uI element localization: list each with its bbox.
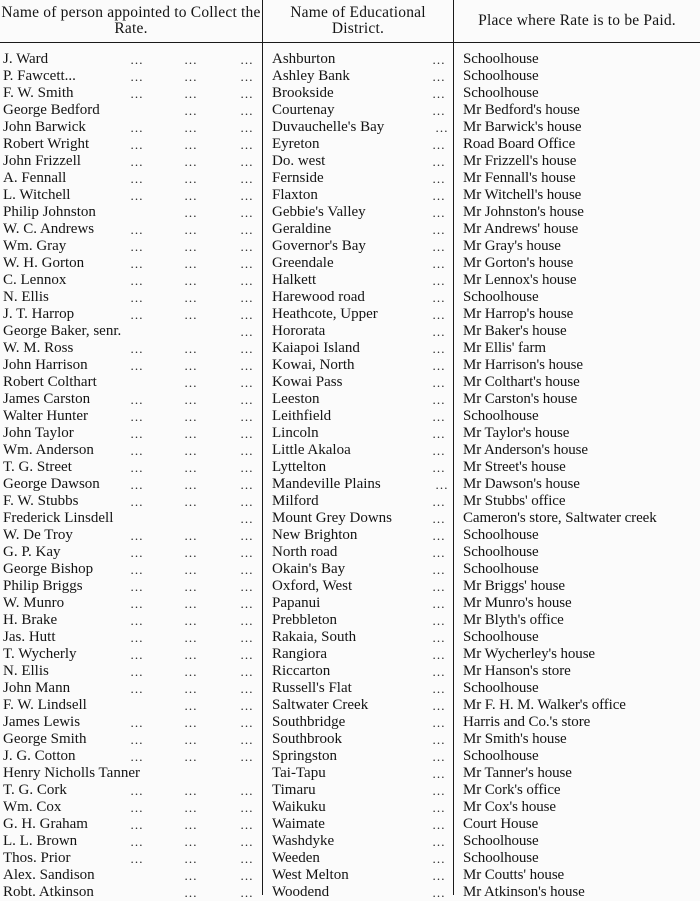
header-rule: [0, 42, 700, 43]
table-row: Alex. Sandison … … West Melton … Mr Coutts' house: [0, 867, 700, 884]
leader-dots: …: [432, 290, 446, 305]
leader-dots: …: [432, 562, 446, 577]
leader-dots: …: [432, 426, 446, 441]
leader-dots: …: [432, 324, 446, 339]
district-name: Eyreton: [272, 136, 320, 152]
district-name: Milford: [272, 493, 319, 509]
payment-place: Mr Ellis' farm: [463, 340, 546, 356]
district-name: Little Akaloa: [272, 442, 351, 458]
district-name: Brookside: [272, 85, 334, 101]
payment-place: Mr Hanson's store: [463, 663, 571, 679]
leader-dots: …: [432, 358, 446, 373]
payment-place: Mr Briggs' house: [463, 578, 565, 594]
district-name: Washdyke: [272, 833, 335, 849]
table-row: John Frizzell … … … Do. west … Mr Frizzell's house: [0, 153, 700, 170]
payment-place: Mr Cox's house: [463, 799, 556, 815]
collector-name: Robert Wright: [3, 136, 90, 152]
table-row: F. W. Lindsell … … Saltwater Creek … Mr F. H. M. Walker's office: [0, 697, 700, 714]
district-name: Courtenay: [272, 102, 335, 118]
collector-name: John Frizzell: [3, 153, 81, 169]
collector-name: George Bedford: [3, 102, 100, 118]
header-place: Place where Rate is to be Paid.: [478, 12, 676, 29]
payment-place: Mr Dawson's house: [463, 476, 580, 492]
table-row: George Dawson … … … Mandeville Plains … Mr Dawson's house: [0, 476, 700, 493]
table-row: G. P. Kay … … … North road … Schoolhouse: [0, 544, 700, 561]
table-row: John Mann … … … Russell's Flat … Schoolhouse: [0, 680, 700, 697]
table-row: N. Ellis … … … Harewood road … Schoolhouse: [0, 289, 700, 306]
collector-name: Philip Johnston: [3, 204, 96, 220]
table-row: L. L. Brown … … … Washdyke … Schoolhouse: [0, 833, 700, 850]
collector-name: Philip Briggs: [3, 578, 83, 594]
collector-name: P. Fawcett...: [3, 68, 76, 84]
leader-dots: …: [432, 341, 446, 356]
leader-dots: …: [432, 783, 446, 798]
leader-dots: …: [432, 647, 446, 662]
table-row: Wm. Gray … … … Governor's Bay … Mr Gray's house: [0, 238, 700, 255]
payment-place: Mr Coutts' house: [463, 867, 565, 883]
leader-dots: …: [432, 715, 446, 730]
district-name: Harewood road: [272, 289, 365, 305]
leader-dots: …: [432, 171, 446, 186]
collector-name: T. Wycherly: [3, 646, 77, 662]
collector-name: C. Lennox: [3, 272, 67, 288]
payment-place: Mr Witchell's house: [463, 187, 582, 203]
table-row: W. M. Ross … … … Kaiapoi Island … Mr Ellis' farm: [0, 340, 700, 357]
payment-place: Mr Taylor's house: [463, 425, 570, 441]
table-row: Philip Briggs … … … Oxford, West … Mr Briggs' house: [0, 578, 700, 595]
table-row: J. Ward … … … Ashburton … Schoolhouse: [0, 51, 700, 68]
collector-name: Henry Nicholls Tanner: [3, 765, 140, 781]
payment-place: Mr Harrison's house: [463, 357, 583, 373]
table-row: G. H. Graham … … … Waimate … Court House: [0, 816, 700, 833]
table-row: J. T. Harrop … … … Heathcote, Upper … Mr Harrop's house: [0, 306, 700, 323]
payment-place: Mr Anderson's house: [463, 442, 588, 458]
leader-dots: …: [432, 460, 446, 475]
header-collector: Name of person appointed to Collect the Rate.: [1, 4, 261, 37]
payment-place: Schoolhouse: [463, 289, 539, 305]
table-row: John Harrison … … … Kowai, North … Mr Harrison's house: [0, 357, 700, 374]
table-row: George Smith … … … Southbrook … Mr Smith's house: [0, 731, 700, 748]
leader-dots: …: [432, 239, 446, 254]
payment-place: Road Board Office: [463, 136, 576, 152]
district-name: Russell's Flat: [272, 680, 352, 696]
payment-place: Mr Wycherley's house: [463, 646, 595, 662]
leader-dots: …: [432, 681, 446, 696]
payment-place: Mr Fennall's house: [463, 170, 576, 186]
table-row: F. W. Stubbs … … … Milford … Mr Stubbs' office: [0, 493, 700, 510]
collector-name: George Bishop: [3, 561, 94, 577]
collector-name: W. M. Ross: [3, 340, 74, 356]
collector-name: Jas. Hutt: [3, 629, 56, 645]
district-name: Ashburton: [272, 51, 336, 67]
district-name: Kowai, North: [272, 357, 355, 373]
table-row: George Baker, senr. … Hororata … Mr Baker's house: [0, 323, 700, 340]
leader-dots: …: [432, 579, 446, 594]
collector-name: Wm. Gray: [3, 238, 67, 254]
collector-name: G. H. Graham: [3, 816, 88, 832]
table-row: Philip Johnston … … Gebbie's Valley … Mr Johnston's house: [0, 204, 700, 221]
payment-place: Mr Frizzell's house: [463, 153, 577, 169]
payment-place: Mr Andrews' house: [463, 221, 579, 237]
leader-dots: …: [432, 154, 446, 169]
district-name: Flaxton: [272, 187, 318, 203]
table-row: Wm. Cox … … … Waikuku … Mr Cox's house: [0, 799, 700, 816]
district-name: Duvauchelle's Bay: [272, 119, 385, 135]
payment-place: Mr Smith's house: [463, 731, 567, 747]
table-row: John Barwick … … … Duvauchelle's Bay … Mr Barwick's house: [0, 119, 700, 136]
leader-dots: …: [432, 307, 446, 322]
payment-place: Mr Carston's house: [463, 391, 578, 407]
collector-name: F. W. Lindsell: [3, 697, 87, 713]
table-row: N. Ellis … … … Riccarton … Mr Hanson's store: [0, 663, 700, 680]
table-row: Robt. Atkinson … … Woodend … Mr Atkinson's house: [0, 884, 700, 901]
district-name: Fernside: [272, 170, 324, 186]
leader-dots: …: [432, 766, 446, 781]
payment-place: Schoolhouse: [463, 51, 539, 67]
collector-name: J. T. Harrop: [3, 306, 75, 322]
collector-name: A. Fennall: [3, 170, 67, 186]
table-row: Robert Colthart … … Kowai Pass … Mr Colthart's house: [0, 374, 700, 391]
collector-name: Frederick Linsdell: [3, 510, 114, 526]
table-row: [0, 765, 700, 782]
collector-name: F. W. Stubbs: [3, 493, 79, 509]
leader-dots: …: [432, 392, 446, 407]
leader-dots: …: [432, 103, 446, 118]
district-name: Oxford, West: [272, 578, 353, 594]
collector-name: Walter Hunter: [3, 408, 89, 424]
collector-name: Alex. Sandison: [3, 867, 95, 883]
collector-name: Robert Colthart: [3, 374, 97, 390]
district-name: Leeston: [272, 391, 320, 407]
table-row: W. De Troy … … … New Brighton … Schoolhouse: [0, 527, 700, 544]
collector-name: W. Munro: [3, 595, 65, 611]
district-name: Greendale: [272, 255, 334, 271]
payment-place: Mr Harrop's house: [463, 306, 574, 322]
leader-dots: …: [432, 528, 446, 543]
leader-dots: …: [432, 732, 446, 747]
payment-place: Mr Barwick's house: [463, 119, 582, 135]
collector-name: John Barwick: [3, 119, 86, 135]
leader-dots: …: [432, 885, 446, 900]
payment-place: Mr Street's house: [463, 459, 566, 475]
collector-name: T. G. Cork: [3, 782, 67, 798]
district-name: Riccarton: [272, 663, 331, 679]
leader-dots: …: [432, 188, 446, 203]
leader-dots: …: [432, 443, 446, 458]
collector-name: George Baker, senr.: [3, 323, 122, 339]
district-name: Springston: [272, 748, 338, 764]
table-row: Walter Hunter … … … Leithfield … Schoolhouse: [0, 408, 700, 425]
collector-name: H. Brake: [3, 612, 58, 628]
collector-name: George Dawson: [3, 476, 100, 492]
payment-place: Mr Bedford's house: [463, 102, 580, 118]
district-name: Mandeville Plains: [272, 476, 381, 492]
collector-name: James Carston: [3, 391, 91, 407]
payment-place: Schoolhouse: [463, 408, 539, 424]
table-row: C. Lennox … … … Halkett … Mr Lennox's house: [0, 272, 700, 289]
collector-name: N. Ellis: [3, 663, 49, 679]
leader-dots: …: [432, 205, 446, 220]
collector-name: W. C. Andrews: [3, 221, 95, 237]
payment-place: Mr Lennox's house: [463, 272, 577, 288]
district-name: Okain's Bay: [272, 561, 346, 577]
payment-place: Schoolhouse: [463, 833, 539, 849]
leader-dots: …: [432, 545, 446, 560]
payment-place: Mr Cork's office: [463, 782, 561, 798]
leader-dots: …: [432, 86, 446, 101]
leader-dots: …: [435, 120, 449, 135]
table-row: W. Munro … … … Papanui … Mr Munro's house: [0, 595, 700, 612]
leader-dots: …: [432, 375, 446, 390]
leader-dots: …: [435, 477, 449, 492]
collector-name: W. H. Gorton: [3, 255, 85, 271]
payment-place: Schoolhouse: [463, 68, 539, 84]
collector-name: W. De Troy: [3, 527, 73, 543]
leader-dots: …: [432, 630, 446, 645]
table-body: [0, 51, 700, 901]
leader-dots: …: [432, 69, 446, 84]
leader-dots: …: [432, 749, 446, 764]
table-row: T. G. Street … … … Lyttelton … Mr Street's house: [0, 459, 700, 476]
table-row: W. C. Andrews … … … Geraldine … Mr Andrews' house: [0, 221, 700, 238]
district-name: Lincoln: [272, 425, 319, 441]
payment-place: Mr Stubbs' office: [463, 493, 566, 509]
collector-name: Wm. Cox: [3, 799, 62, 815]
leader-dots: …: [432, 664, 446, 679]
payment-place: Mr Blyth's office: [463, 612, 564, 628]
payment-place: Mr Tanner's house: [463, 765, 572, 781]
district-name: New Brighton: [272, 527, 358, 543]
leader-dots: …: [432, 409, 446, 424]
table-row: L. Witchell … … … Flaxton … Mr Witchell's house: [0, 187, 700, 204]
district-name: Southbrook: [272, 731, 343, 747]
collector-name: Robt. Atkinson: [3, 884, 94, 900]
district-name: Do. west: [272, 153, 326, 169]
payment-place: Schoolhouse: [463, 527, 539, 543]
payment-place: Mr Johnston's house: [463, 204, 584, 220]
collector-name: L. Witchell: [3, 187, 71, 203]
leader-dots: …: [432, 613, 446, 628]
district-name: Rakaia, South: [272, 629, 357, 645]
table-row: Robert Wright … … … Eyreton … Road Board Office: [0, 136, 700, 153]
district-name: Timaru: [272, 782, 316, 798]
payment-place: Schoolhouse: [463, 544, 539, 560]
leader-dots: …: [432, 868, 446, 883]
payment-place: Mr Gorton's house: [463, 255, 574, 271]
district-name: West Melton: [272, 867, 349, 883]
table-row: Jas. Hutt … … … Rakaia, South … Schoolhouse: [0, 629, 700, 646]
district-name: Kaiapoi Island: [272, 340, 360, 356]
district-name: Waikuku: [272, 799, 326, 815]
payment-place: Harris and Co.'s store: [463, 714, 591, 730]
payment-place: Schoolhouse: [463, 680, 539, 696]
leader-dots: …: [432, 511, 446, 526]
payment-place: Cameron's store, Saltwater creek: [463, 510, 657, 526]
collector-name: John Taylor: [3, 425, 74, 441]
district-name: Halkett: [272, 272, 317, 288]
table-row: Frederick Linsdell … Mount Grey Downs … Cameron's store, Saltwater creek: [0, 510, 700, 527]
payment-place: Mr Colthart's house: [463, 374, 580, 390]
district-name: Geraldine: [272, 221, 332, 237]
leader-dots: …: [432, 222, 446, 237]
district-name: Tai-Tapu: [272, 765, 326, 781]
payment-place: Mr Gray's house: [463, 238, 561, 254]
district-name: Waimate: [272, 816, 325, 832]
district-name: Papanui: [272, 595, 321, 611]
collector-name: J. Ward: [3, 51, 49, 67]
collector-name: N. Ellis: [3, 289, 49, 305]
collector-name: F. W. Smith: [3, 85, 74, 101]
district-name: Southbridge: [272, 714, 346, 730]
table-row: James Lewis … … … Southbridge … Harris and Co.'s store: [0, 714, 700, 731]
district-name: Ashley Bank: [272, 68, 350, 84]
header-district: Name of Educational District.: [290, 4, 426, 37]
table-row: Wm. Anderson … … … Little Akaloa … Mr Anderson's house: [0, 442, 700, 459]
collector-name: George Smith: [3, 731, 87, 747]
table-row: P. Fawcett... … … … Ashley Bank … Schoolhouse: [0, 68, 700, 85]
table-row: James Carston … … … Leeston … Mr Carston's house: [0, 391, 700, 408]
collector-name: L. L. Brown: [3, 833, 78, 849]
payment-place: Court House: [463, 816, 539, 832]
collector-name: Wm. Anderson: [3, 442, 94, 458]
payment-place: Schoolhouse: [463, 85, 539, 101]
payment-place: Schoolhouse: [463, 561, 539, 577]
leader-dots: …: [432, 137, 446, 152]
leader-dots: …: [432, 698, 446, 713]
table-row: T. G. Cork … … … Timaru … Mr Cork's office: [0, 782, 700, 799]
district-name: Governor's Bay: [272, 238, 366, 254]
leader-dots: …: [432, 834, 446, 849]
table-row: Thos. Prior … … … Weeden … Schoolhouse: [0, 850, 700, 867]
district-name: Woodend: [272, 884, 330, 900]
payment-place: Schoolhouse: [463, 629, 539, 645]
payment-place: Schoolhouse: [463, 850, 539, 866]
table-row: H. Brake … … … Prebbleton … Mr Blyth's office: [0, 612, 700, 629]
collector-name: T. G. Street: [3, 459, 72, 475]
leader-dots: …: [432, 494, 446, 509]
district-name: Heathcote, Upper: [272, 306, 378, 322]
district-name: Gebbie's Valley: [272, 204, 366, 220]
district-name: Kowai Pass: [272, 374, 343, 390]
district-name: Prebbleton: [272, 612, 337, 628]
district-name: North road: [272, 544, 338, 560]
payment-place: Mr Munro's house: [463, 595, 572, 611]
collector-name: James Lewis: [3, 714, 81, 730]
leader-dots: …: [432, 52, 446, 67]
table-row: F. W. Smith … … … Brookside … Schoolhouse: [0, 85, 700, 102]
district-name: Hororata: [272, 323, 326, 339]
payment-place: Mr Baker's house: [463, 323, 567, 339]
leader-dots: …: [432, 817, 446, 832]
payment-place: Mr Atkinson's house: [463, 884, 585, 900]
table-row: George Bedford … … Courtenay … Mr Bedford's house: [0, 102, 700, 119]
leader-dots: …: [432, 596, 446, 611]
district-name: Rangiora: [272, 646, 327, 662]
collector-name: John Mann: [3, 680, 71, 696]
district-name: Leithfield: [272, 408, 332, 424]
district-name: Saltwater Creek: [272, 697, 369, 713]
leader-dots: …: [432, 273, 446, 288]
leader-dots: …: [432, 800, 446, 815]
district-name: Weeden: [272, 850, 320, 866]
collector-name: John Harrison: [3, 357, 88, 373]
payment-place: Schoolhouse: [463, 748, 539, 764]
table-row: George Bishop … … … Okain's Bay … Schoolhouse: [0, 561, 700, 578]
collector-name: Thos. Prior: [3, 850, 71, 866]
leader-dots: …: [432, 256, 446, 271]
table-row: John Taylor … … … Lincoln … Mr Taylor's house: [0, 425, 700, 442]
payment-place: Mr F. H. M. Walker's office: [463, 697, 626, 713]
table-row: J. G. Cotton … … … Springston … Schoolhouse: [0, 748, 700, 765]
table-row: A. Fennall … … … Fernside … Mr Fennall's house: [0, 170, 700, 187]
table-row: W. H. Gorton … … … Greendale … Mr Gorton's house: [0, 255, 700, 272]
collector-name: G. P. Kay: [3, 544, 61, 560]
table-row: T. Wycherly … … … Rangiora … Mr Wycherley's house: [0, 646, 700, 663]
collector-name: J. G. Cotton: [3, 748, 76, 764]
district-name: Mount Grey Downs: [272, 510, 392, 526]
leader-dots: …: [432, 851, 446, 866]
district-name: Lyttelton: [272, 459, 327, 475]
